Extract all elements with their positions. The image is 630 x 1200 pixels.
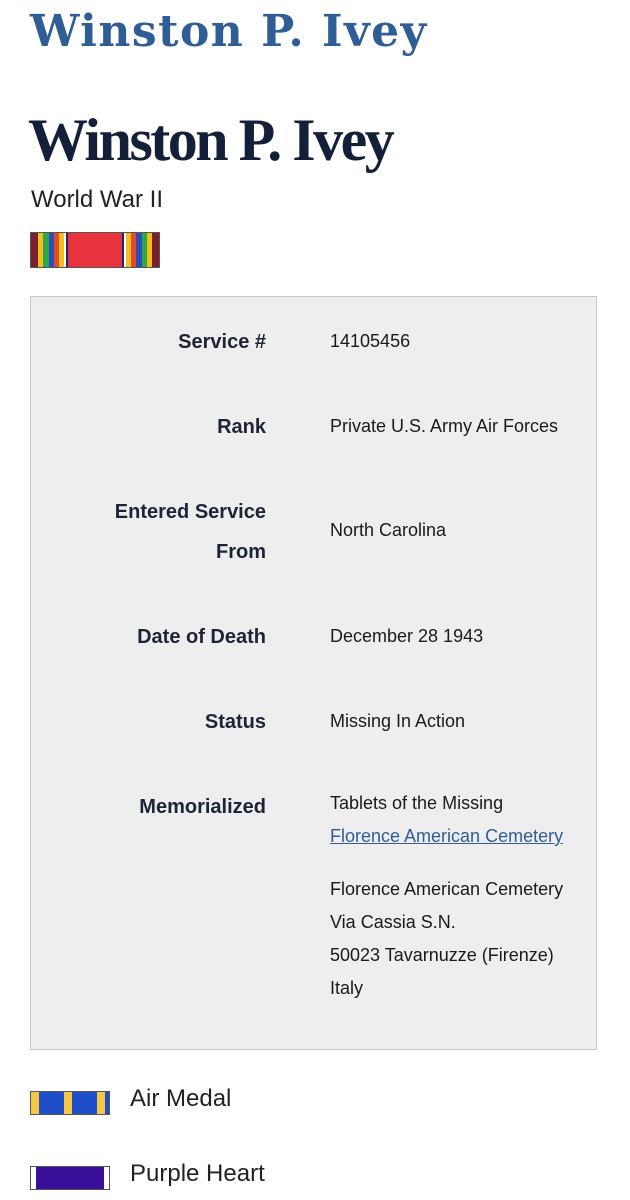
purple-heart-ribbon [30,1166,110,1190]
page-title: Winston P. Ivey [28,107,393,173]
entered-service-label-line-2: From [216,541,266,563]
purple-heart-label: Purple Heart [130,1160,265,1187]
entered-service-label-line-1: Entered Service [114,501,266,523]
air-medal-label: Air Medal [130,1085,232,1112]
air-medal-ribbon [30,1091,110,1115]
world-war-ii-victory-ribbon [30,232,160,268]
date-of-death-value: December 28 1943 [330,626,484,646]
rank-label: Rank [217,416,266,438]
address-line: 50023 Tavarnuzze (Firenze) [330,945,554,965]
address-line: Florence American Cemetery [330,879,564,899]
service-number-label: Service # [178,331,266,353]
service-number-value: 14105456 [330,331,411,351]
site-title[interactable]: Winston P. Ivey [30,6,428,57]
address-line: Via Cassia S.N. [330,912,456,932]
status-value: Missing In Action [330,711,466,731]
status-label: Status [204,711,266,733]
memorialized-value [330,787,590,1005]
memorialized-label: Memorialized [139,796,266,818]
cemetery-link[interactable]: Florence American Cemetery [330,826,564,846]
rank-value: Private U.S. Army Air Forces [330,416,559,436]
war-name: World War II [31,186,164,213]
memorialized-text: Tablets of the Missing [330,793,504,813]
cemetery-address [330,873,590,1005]
service-details-panel [30,296,597,1050]
date-of-death-label: Date of Death [137,626,266,648]
address-line: Italy [330,978,364,998]
entered-service-label [36,492,266,572]
entered-service-value: North Carolina [330,520,447,540]
